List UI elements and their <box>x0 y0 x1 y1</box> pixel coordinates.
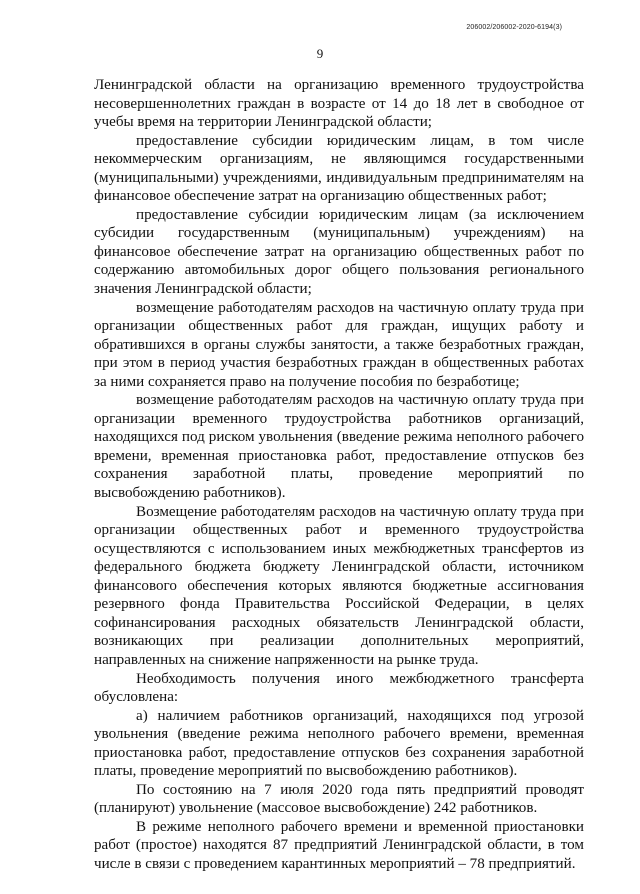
paragraph-status-july: По состоянию на 7 июля 2020 года пять предприятий проводят (планируют) увольнение (массовое высвобождение) 242 работников. <box>94 781 584 817</box>
paragraph-necessity: Необходимость получения иного межбюджетного трансферта обусловлена: <box>94 670 584 706</box>
paragraph-subsidy-noncommercial: предоставление субсидии юридическим лицам, в том числе некоммерческим организациям, не являющимся государственными (муниципальными) учреждениями, индивидуальным предпринимателям на финансовое обеспечение затрат на организацию общественных работ; <box>94 132 584 205</box>
paragraph-funding-source: Возмещение работодателям расходов на частичную оплату труда при организации общественных работ и временного трудоустройства осуществляются с использованием иных межбюджетных трансфертов из федерального бюджета бюджету Ленинградской области, источником финансового обеспечения которых являются бюджетные ассигнования резервного фонда Правительства Российской Федерации, в целях софинансирования расходных обязательств Ленинградской области, возникающих при реализации дополнительных мероприятий, направленных на снижение напряженности на рынке труда. <box>94 503 584 668</box>
paragraph-continuation: Ленинградской области на организацию временного трудоустройства несовершеннолетних граждан в возрасте от 14 до 18 лет в свободное от учебы время на территории Ленинградской области; <box>94 77 584 131</box>
paragraph-part-time-regime: В режиме неполного рабочего времени и временной приостановки работ (простое) находятся 87 предприятий Ленинградской области, в том числе в связи с проведением карантинных мероприятий – 78 предприятий. <box>94 818 584 872</box>
paragraph-subsidy-roads: предоставление субсидии юридическим лицам (за исключением субсидии государственным (муниципальным) учреждениям) на финансовое обеспечение затрат на организацию общественных работ по содержанию автомобильных дорог общего пользования регионального значения Ленинградской области; <box>94 206 584 298</box>
document-registration-number: 206002/206002-2020-6194(3) <box>466 24 562 31</box>
paragraph-item-a: а) наличием работников организаций, находящихся под угрозой увольнения (введение режима неполного рабочего времени, временная приостановка работ, предоставление отпусков без сохранения заработной платы, проведение мероприятий по высвобождению работников). <box>94 707 584 780</box>
document-body <box>94 76 584 874</box>
page-number: 9 <box>316 46 324 61</box>
paragraph-compensation-temporary-employment: возмещение работодателям расходов на частичную оплату труда при организации временного трудоустройства работников организаций, находящихся под риском увольнения (введение режима неполного рабочего времени, временная приостановка работ, предоставление отпусков без сохранения заработной платы, проведение мероприятий по высвобождению работников). <box>94 392 584 502</box>
paragraph-compensation-public-works: возмещение работодателям расходов на частичную оплату труда при организации общественных работ для граждан, ищущих работу и обратившихся в органы службы занятости, а также безработных граждан, при этом в период участия безработных граждан в общественных работах за ними сохраняется право на получение пособия по безработице; <box>94 299 584 390</box>
